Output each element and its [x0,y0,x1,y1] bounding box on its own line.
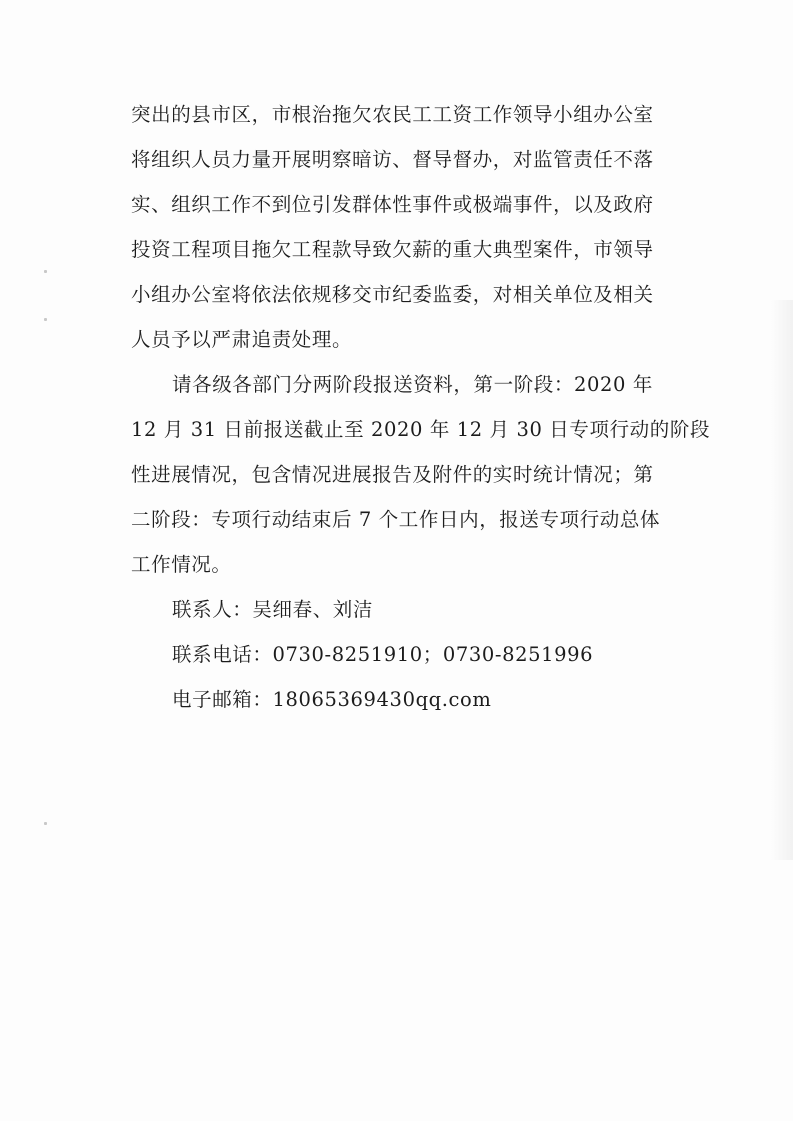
paragraph-1-line-3: 实、组织工作不到位引发群体性事件或极端事件，以及政府 [131,193,654,216]
paragraph-1-line-2: 将组织人员力量开展明察暗访、督导督办，对监管责任不落 [131,148,654,171]
paragraph-1-line-5: 小组办公室将依法依规移交市纪委监委，对相关单位及相关 [131,283,654,306]
paragraph-2-line-5: 工作情况。 [131,553,232,576]
contact-email: 电子邮箱：18065369430qq.com [172,688,492,711]
paragraph-1-line-1: 突出的县市区，市根治拖欠农民工工资工作领导小组办公室 [131,103,654,126]
scan-speck [44,270,47,273]
scan-speck [44,822,47,825]
paragraph-2-line-3: 性进展情况，包含情况进展报告及附件的实时统计情况；第 [131,463,654,486]
paragraph-2-line-4: 二阶段：专项行动结束后 7 个工作日内，报送专项行动总体 [131,508,661,531]
paragraph-2-line-1: 请各级各部门分两阶段报送资料，第一阶段：2020 年 [172,373,653,396]
scan-edge-shadow [771,300,793,860]
contact-person: 联系人：吴细春、刘洁 [172,598,374,621]
contact-phone: 联系电话：0730-8251910；0730-8251996 [172,643,594,666]
paragraph-1-line-4: 投资工程项目拖欠工程款导致欠薪的重大典型案件，市领导 [131,238,654,261]
paragraph-2-line-2: 12 月 31 日前报送截止至 2020 年 12 月 30 日专项行动的阶段 [131,418,711,441]
paragraph-1-line-6: 人员予以严肃追责处理。 [131,328,353,351]
scan-speck [44,318,47,321]
